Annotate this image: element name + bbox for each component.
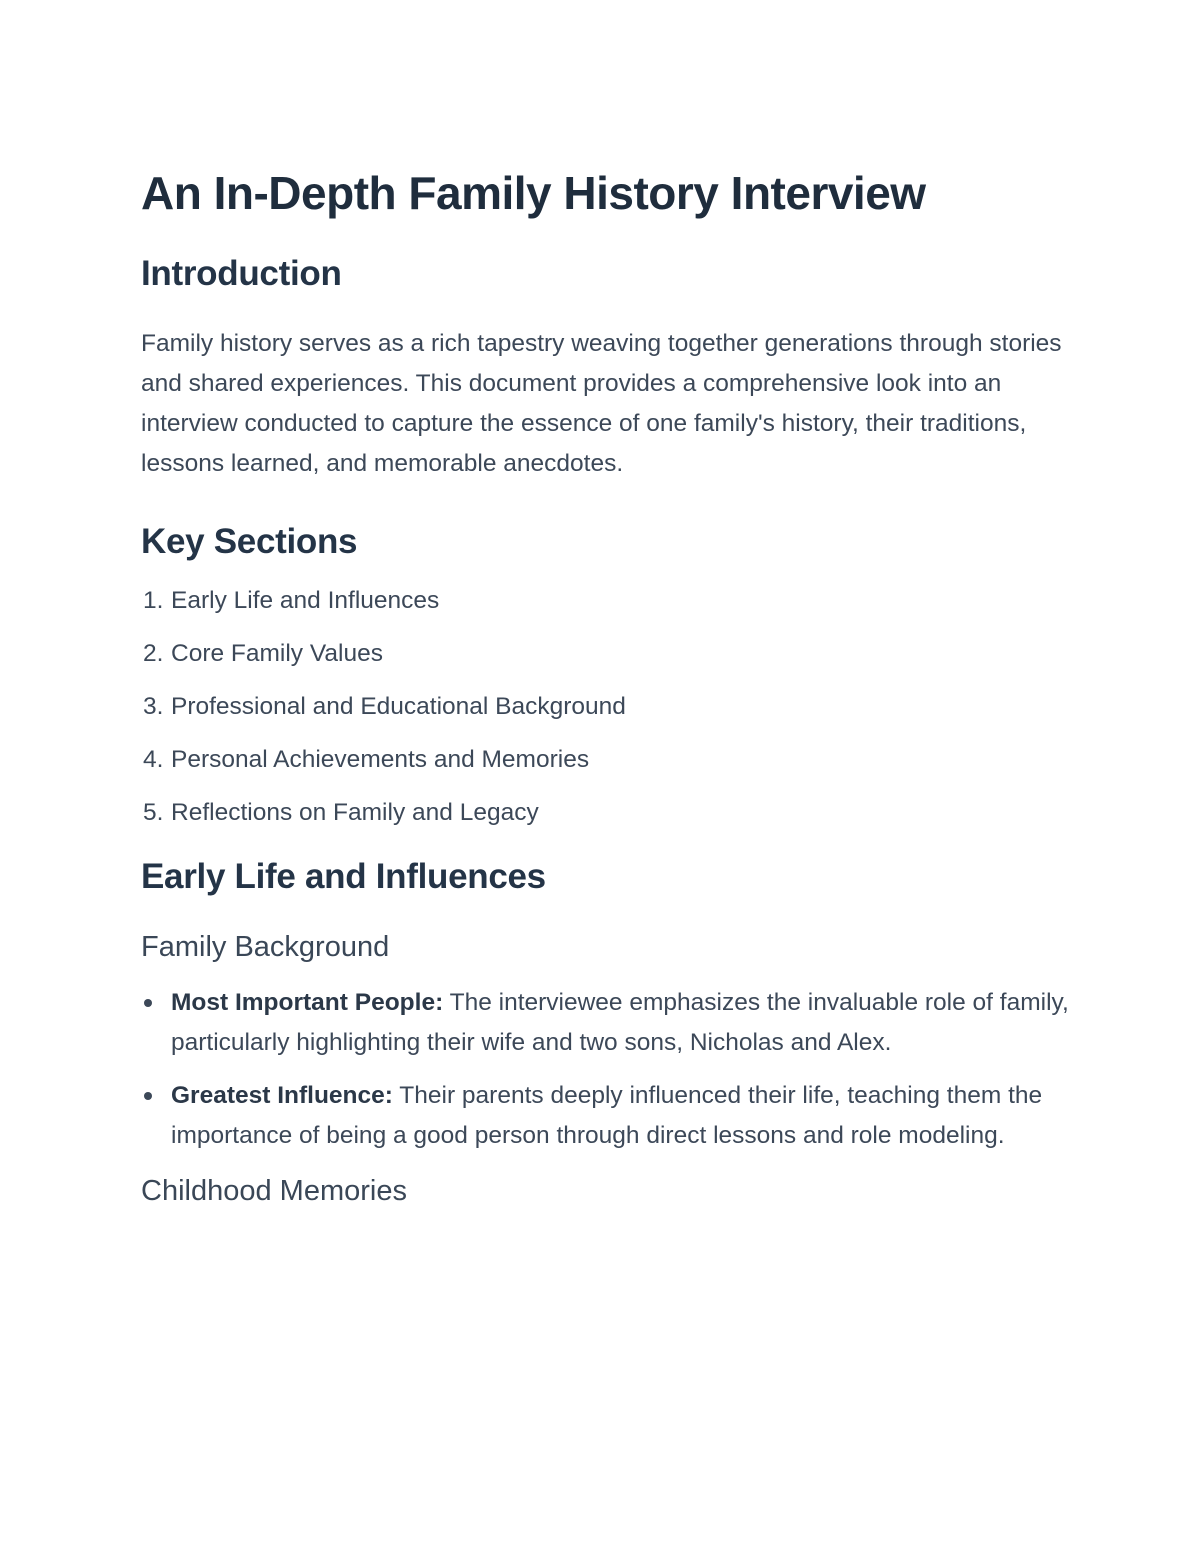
introduction-heading: Introduction [141,254,342,293]
early-life-heading: Early Life and Influences [141,857,546,896]
key-sections-list [141,584,1071,829]
bullet-item [141,1076,1071,1156]
list-item-number: 3. [143,693,164,720]
document-title: An In-Depth Family History Interview [141,167,926,219]
list-item-label: Core Family Values [171,640,383,667]
key-sections-heading: Key Sections [141,522,358,561]
family-background-list [141,983,1071,1156]
childhood-memories-heading: Childhood Memories [141,1175,407,1207]
list-item-number: 5. [143,799,164,826]
list-item-label: Early Life and Influences [171,587,440,614]
list-item-number: 4. [143,746,164,773]
list-item [141,743,1071,776]
bullet-item [141,983,1071,1063]
list-item [141,796,1071,829]
bullet-icon [144,999,152,1007]
bullet-text: The interviewee emphasizes the invaluable role of family, particularly highlighting their wife and two sons, Nicholas and Alex. [171,989,1069,1056]
document-page [141,160,1071,1213]
list-item-number: 2. [143,640,164,667]
list-item-label: Reflections on Family and Legacy [171,799,539,826]
bullet-icon [144,1092,152,1100]
list-item-label: Personal Achievements and Memories [171,746,590,773]
bullet-lead: Most Important People: [171,989,444,1016]
list-item [141,584,1071,617]
list-item [141,690,1071,723]
list-item-number: 1. [143,587,164,614]
bullet-lead: Greatest Influence: [171,1082,393,1109]
introduction-paragraph: Family history serves as a rich tapestry weaving together generations through stories and shared experiences. This document provides a comprehensive look into an interview conducted to capture the essence of one family's history, their traditions, lessons learned, and memorable anecdotes. [141,330,1062,477]
list-item-label: Professional and Educational Background [171,693,626,720]
bullet-text: Their parents deeply influenced their life, teaching them the importance of being a good person through direct lessons and role modeling. [171,1082,1043,1149]
list-item [141,637,1071,670]
family-background-heading: Family Background [141,931,390,963]
